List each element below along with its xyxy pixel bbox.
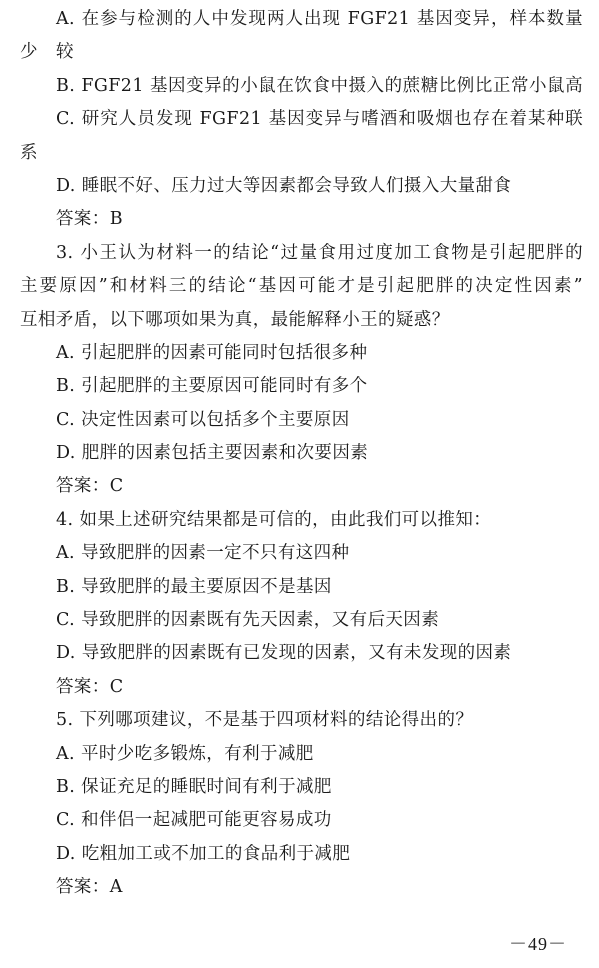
page-number: －49－ <box>509 934 567 954</box>
text-line: D. 吃粗加工或不加工的食品利于减肥 <box>56 843 351 864</box>
text-line: 答案：B <box>56 209 123 230</box>
text-line: B. 导致肥胖的最主要原因不是基因 <box>56 576 332 597</box>
text-line: D. 睡眠不好、压力过大等因素都会导致人们摄入大量甜食 <box>56 175 512 196</box>
text-line: 答案：C <box>56 476 124 497</box>
text-line: D. 肥胖的因素包括主要因素和次要因素 <box>56 443 369 464</box>
text-line: 答案：A <box>56 877 123 898</box>
text-line: B. 保证充足的睡眠时间有利于减肥 <box>56 776 332 797</box>
text-line: 3. 小王认为材料一的结论“过量食用过度加工食物是引起肥胖的 <box>56 242 583 263</box>
text-line: A. 平时少吃多锻炼，有利于减肥 <box>56 743 314 764</box>
text-line: B. FGF21 基因变异的小鼠在饮食中摄入的蔗糖比例比正常小鼠高 <box>56 75 583 96</box>
text-line: 系 <box>20 142 38 163</box>
text-line: 答案：C <box>56 676 124 697</box>
text-line: A. 在参与检测的人中发现两人出现 FGF21 基因变异，样本数量较 <box>56 9 583 63</box>
text-line: C. 和伴侣一起减肥可能更容易成功 <box>56 810 332 831</box>
text-line: 主要原因”和材料三的结论“基因可能才是引起肥胖的决定性因素” <box>20 276 583 297</box>
text-line: A. 引起肥胖的因素可能同时包括很多种 <box>56 342 368 363</box>
text-line: A. 导致肥胖的因素一定不只有这四种 <box>56 543 350 564</box>
text-line: C. 导致肥胖的因素既有先天因素，又有后天因素 <box>56 610 440 631</box>
text-line: 互相矛盾，以下哪项如果为真，最能解释小王的疑惑？ <box>20 309 450 330</box>
text-line: 4. 如果上述研究结果都是可信的，由此我们可以推知： <box>56 509 492 530</box>
text-line: C. 决定性因素可以包括多个主要原因 <box>56 409 350 430</box>
text-line: D. 导致肥胖的因素既有已发现的因素，又有未发现的因素 <box>56 643 512 664</box>
text-line: 少 <box>20 42 38 63</box>
text-line: B. 引起肥胖的主要原因可能同时有多个 <box>56 376 368 397</box>
text-body <box>20 3 583 905</box>
text-line: C. 研究人员发现 FGF21 基因变异与嗜酒和吸烟也存在着某种联 <box>56 109 583 130</box>
text-line: 5. 下列哪项建议，不是基于四项材料的结论得出的？ <box>56 710 474 731</box>
